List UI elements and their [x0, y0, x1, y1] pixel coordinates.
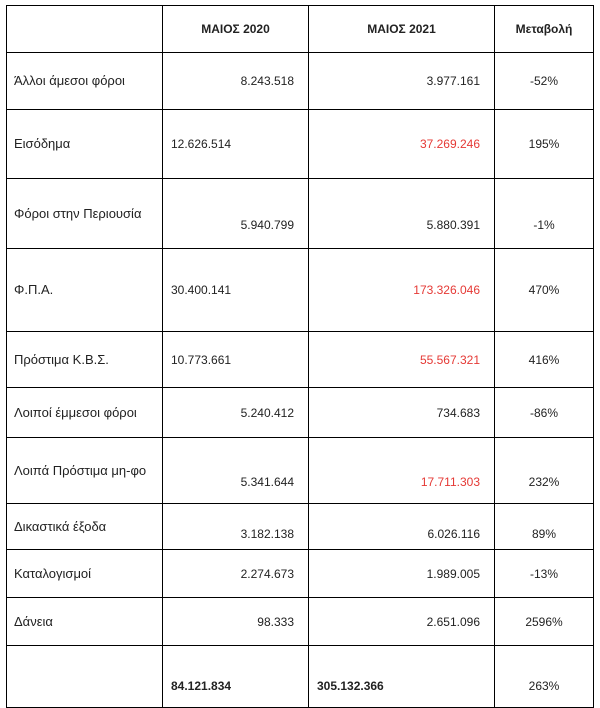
row-may-2020-value: 3.182.138 — [240, 527, 294, 541]
row-category: Φ.Π.Α. — [14, 282, 54, 297]
total-may-2021-value: 305.132.366 — [317, 679, 384, 693]
row-may-2021-value: 173.326.046 — [413, 283, 480, 297]
row-change-cell — [495, 179, 594, 249]
row-may-2020-value: 2.274.673 — [240, 566, 294, 581]
row-may-2021-value: 734.683 — [436, 405, 480, 420]
row-change-cell — [495, 110, 594, 179]
row-category-cell — [7, 438, 163, 504]
row-change-value: 416% — [528, 352, 560, 367]
total-change-cell — [495, 646, 594, 708]
table-row — [7, 438, 594, 504]
row-may-2020-cell — [163, 249, 309, 332]
total-may-2021-cell — [309, 646, 495, 708]
row-may-2021-cell — [309, 179, 495, 249]
row-change-value: -52% — [529, 74, 558, 88]
row-may-2020-value: 98.333 — [257, 614, 294, 629]
row-may-2020-cell — [163, 110, 309, 179]
row-category: Άλλοι άμεσοι φόροι — [14, 73, 125, 88]
row-may-2020-cell — [163, 550, 309, 598]
row-change-value: -1% — [533, 218, 555, 232]
row-category: Πρόστιμα Κ.Β.Σ. — [14, 351, 109, 367]
table-row — [7, 332, 594, 388]
row-change-cell — [495, 598, 594, 646]
header-may-2020: ΜΑΙΟΣ 2020 — [163, 6, 309, 53]
row-may-2021-cell — [309, 110, 495, 179]
table-row — [7, 550, 594, 598]
row-change-cell — [495, 53, 594, 110]
row-may-2021-value: 55.567.321 — [419, 352, 480, 367]
row-may-2020-value: 5.240.412 — [240, 405, 294, 420]
row-may-2021-cell — [309, 438, 495, 504]
row-change-cell — [495, 438, 594, 504]
total-change-value: 263% — [528, 679, 560, 693]
row-may-2021-value: 17.711.303 — [420, 475, 480, 489]
row-may-2021-value: 1.989.005 — [426, 566, 480, 581]
row-category-cell — [7, 110, 163, 179]
row-category-cell — [7, 388, 163, 438]
revenue-comparison-table — [6, 5, 594, 708]
row-change-value: 2596% — [525, 614, 563, 629]
row-may-2020-cell — [163, 504, 309, 550]
row-category: Εισόδημα — [14, 136, 71, 151]
row-may-2020-cell — [163, 438, 309, 504]
row-may-2021-value: 2.651.096 — [426, 614, 480, 629]
table-row — [7, 598, 594, 646]
table-row — [7, 249, 594, 332]
row-category: Λοιποί έμμεσοι φόροι — [14, 404, 137, 420]
row-change-cell — [495, 504, 594, 550]
row-may-2020-value: 8.243.518 — [240, 74, 294, 88]
row-category: Λοιπά Πρόστιμα μη-φο — [14, 462, 147, 478]
table-row — [7, 110, 594, 179]
header-change: Μεταβολή — [495, 6, 594, 53]
row-may-2021-cell — [309, 504, 495, 550]
row-change-value: 89% — [531, 527, 557, 541]
row-change-value: 470% — [528, 283, 560, 297]
total-category-cell — [7, 646, 163, 708]
row-category: Δικαστικά έξοδα — [14, 518, 107, 534]
row-category-cell — [7, 249, 163, 332]
row-category-cell — [7, 179, 163, 249]
row-change-cell — [495, 332, 594, 388]
row-may-2020-cell — [163, 53, 309, 110]
row-category-cell — [7, 504, 163, 550]
row-category: Καταλογισμοί — [14, 565, 92, 581]
row-may-2021-value: 37.269.246 — [419, 137, 480, 151]
row-change-value: 232% — [528, 475, 560, 489]
table-row — [7, 179, 594, 249]
row-change-cell — [495, 550, 594, 598]
total-may-2020-value: 84.121.834 — [171, 679, 232, 693]
row-may-2021-cell — [309, 249, 495, 332]
row-may-2020-value: 30.400.141 — [171, 283, 232, 297]
row-category: Δάνεια — [14, 613, 53, 629]
table-row — [7, 53, 594, 110]
row-may-2021-cell — [309, 53, 495, 110]
row-may-2021-cell — [309, 388, 495, 438]
table-row — [7, 504, 594, 550]
row-may-2020-value: 5.341.644 — [240, 475, 294, 489]
row-category-cell — [7, 332, 163, 388]
row-may-2021-cell — [309, 550, 495, 598]
row-may-2020-value: 5.940.799 — [240, 218, 294, 232]
table-row — [7, 388, 594, 438]
header-category — [7, 6, 163, 53]
row-may-2020-cell — [163, 179, 309, 249]
row-change-cell — [495, 249, 594, 332]
row-may-2020-cell — [163, 598, 309, 646]
row-may-2020-cell — [163, 388, 309, 438]
row-change-value: 195% — [528, 137, 560, 151]
row-may-2021-value: 3.977.161 — [426, 74, 480, 88]
row-category-cell — [7, 598, 163, 646]
row-change-value: -86% — [529, 405, 558, 420]
row-may-2020-value: 10.773.661 — [171, 352, 232, 367]
row-category-cell — [7, 550, 163, 598]
row-may-2021-cell — [309, 598, 495, 646]
row-change-cell — [495, 388, 594, 438]
row-may-2021-cell — [309, 332, 495, 388]
total-row — [7, 646, 594, 708]
row-may-2020-value: 12.626.514 — [171, 137, 232, 151]
row-may-2021-value: 5.880.391 — [426, 218, 480, 232]
total-may-2020-cell — [163, 646, 309, 708]
row-may-2020-cell — [163, 332, 309, 388]
row-change-value: -13% — [529, 566, 558, 581]
row-may-2021-value: 6.026.116 — [427, 527, 480, 541]
row-category-cell — [7, 53, 163, 110]
header-row — [7, 6, 594, 53]
header-may-2021: ΜΑΙΟΣ 2021 — [309, 6, 495, 53]
row-category: Φόροι στην Περιουσία — [14, 205, 142, 221]
